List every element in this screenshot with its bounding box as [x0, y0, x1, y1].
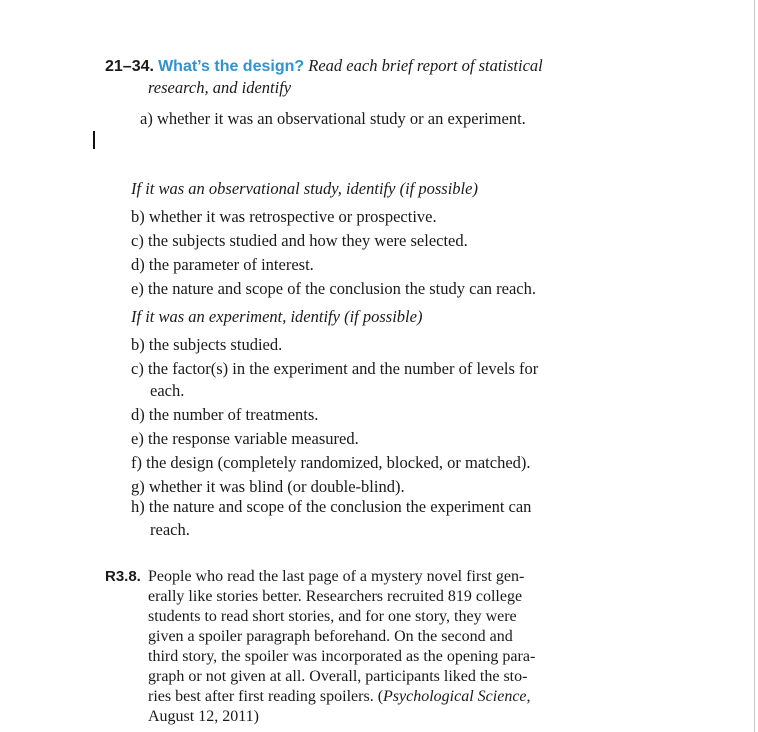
exp-item-f: f) the design (completely randomized, blocked, or matched). — [131, 453, 531, 472]
citation-comma: , — [526, 688, 531, 705]
exercise-line: People who read the last page of a mystery novel first gen- — [148, 568, 525, 585]
question-title: What’s the design? — [158, 58, 305, 75]
exp-item-c-cont: each. — [150, 381, 185, 400]
exercise-line-source — [148, 687, 531, 707]
exercise-line: given a spoiler paragraph beforehand. On the second and — [148, 628, 513, 645]
experiment-heading: If it was an experiment, identify (if possible) — [131, 307, 423, 326]
exercise-line: August 12, 2011) — [148, 708, 259, 725]
exp-item-b: b) the subjects studied. — [131, 335, 283, 354]
exercise-line: students to read short stories, and for one story, they were — [148, 608, 517, 625]
exercise-label: R3.8. — [105, 568, 141, 585]
exp-item-h-cont: reach. — [150, 520, 190, 539]
exp-item-g: g) whether it was blind (or double-blind). — [131, 477, 405, 496]
exp-item-c: c) the factor(s) in the experiment and the number of levels for — [131, 359, 539, 378]
exercise-line: graph or not given at all. Overall, participants liked the sto- — [148, 668, 528, 685]
obs-item-c: c) the subjects studied and how they were selected. — [131, 231, 468, 250]
obs-item-d: d) the parameter of interest. — [131, 255, 314, 274]
observational-heading: If it was an observational study, identify (if possible) — [131, 179, 478, 198]
exercise-line: erally like stories better. Researchers recruited 819 college — [148, 588, 523, 605]
exercise-text: ries best after first reading spoilers. ( — [148, 688, 384, 705]
question-number: 21–34. — [105, 58, 154, 75]
question-intro-cont: research, and identify — [148, 78, 292, 97]
exp-item-d: d) the number of treatments. — [131, 405, 319, 424]
exp-item-e: e) the response variable measured. — [131, 429, 359, 448]
citation-journal: Psychological Science — [383, 688, 527, 705]
question-intro: Read each brief report of statistical — [308, 56, 543, 75]
obs-item-e: e) the nature and scope of the conclusion the study can reach. — [131, 279, 537, 298]
item-a: a) whether it was an observational study or an experiment. — [140, 109, 526, 128]
text-cursor — [93, 131, 95, 149]
exp-item-h: h) the nature and scope of the conclusion the experiment can — [131, 497, 532, 516]
question-header — [105, 56, 543, 77]
obs-item-b: b) whether it was retrospective or prospective. — [131, 207, 437, 226]
exercise-line: third story, the spoiler was incorporated as the opening para- — [148, 648, 536, 665]
page-edge — [754, 0, 755, 732]
